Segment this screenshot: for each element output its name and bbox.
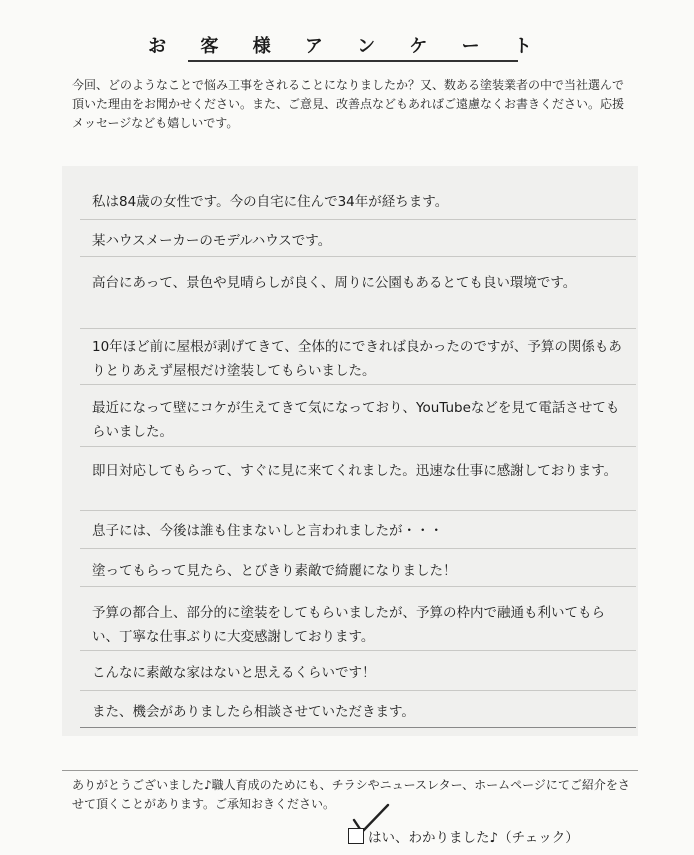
answer-paragraph: 予算の都合上、部分的に塗装をしてもらいましたが、予算の枠内で融通も利いてもらい、丁寧な仕事ぶりに大変感謝しております。 [92,605,605,645]
answer-paragraph: 即日対応してもらって、すぐに見に来てくれました。迅速な仕事に感謝しております。 [92,463,618,479]
page-title: お 客 様 ア ン ケ ー ト [148,36,546,57]
answer-paragraph: 塗ってもらって見たら、とびきり素敵で綺麗になりました！ [92,563,457,579]
ruled-line [80,219,636,220]
consent-checkbox[interactable] [348,828,364,844]
ruled-line [80,650,636,651]
ruled-line [80,384,636,385]
title-underline [188,60,518,62]
answer-paragraph: 高台にあって、景色や見晴らしが良く、周りに公園もあるとても良い環境です。 [92,275,577,291]
answer-paragraph: 最近になって壁にコケが生えてきて気になっており、YouTubeなどを見て電話させてもらいました。 [92,400,620,440]
ruled-line [80,586,636,587]
consent-checkbox-row[interactable] [348,826,579,846]
answer-paragraph: また、機会がありましたら相談させていただきます。 [92,704,415,720]
answer-paragraph: 私は84歳の女性です。今の自宅に住んで34年が経ちます。 [92,194,449,210]
answer-paragraph: 某ハウスメーカーのモデルハウスです。 [92,233,332,249]
footer-divider [62,770,638,771]
ruled-line [80,727,636,728]
answer-paragraph: こんなに素敵な家はないと思えるくらいです！ [92,665,376,681]
footer-notice: ありがとうございました♪職人育成のためにも、チラシやニュースレター、ホームページにてご紹介をさせて頂くことがあります。ご承知おきください。 [72,778,630,811]
consent-label: はい、わかりました♪（チェック） [368,830,579,846]
ruled-line [80,256,636,257]
ruled-line [80,510,636,511]
survey-question: 今回、どのようなことで悩み工事をされることになりましたか？又、数ある塗装業者の中で当社選んで頂いた理由をお聞かせください。また、ご意見、改善点などもあればご遠慮なくお書きください。応援メッセージなども嬉しいです。 [72,78,625,130]
ruled-line [80,446,636,447]
ruled-line [80,548,636,549]
ruled-line [80,690,636,691]
answer-paragraph: 息子には、今後は誰も住まないしと言われましたが・・・ [92,523,443,539]
ruled-line [80,328,636,329]
answer-paragraph: 10年ほど前に屋根が剥げてきて、全体的にできれば良かったのですが、予算の関係もありとりあえず屋根だけ塗装してもらいました。 [92,339,622,379]
